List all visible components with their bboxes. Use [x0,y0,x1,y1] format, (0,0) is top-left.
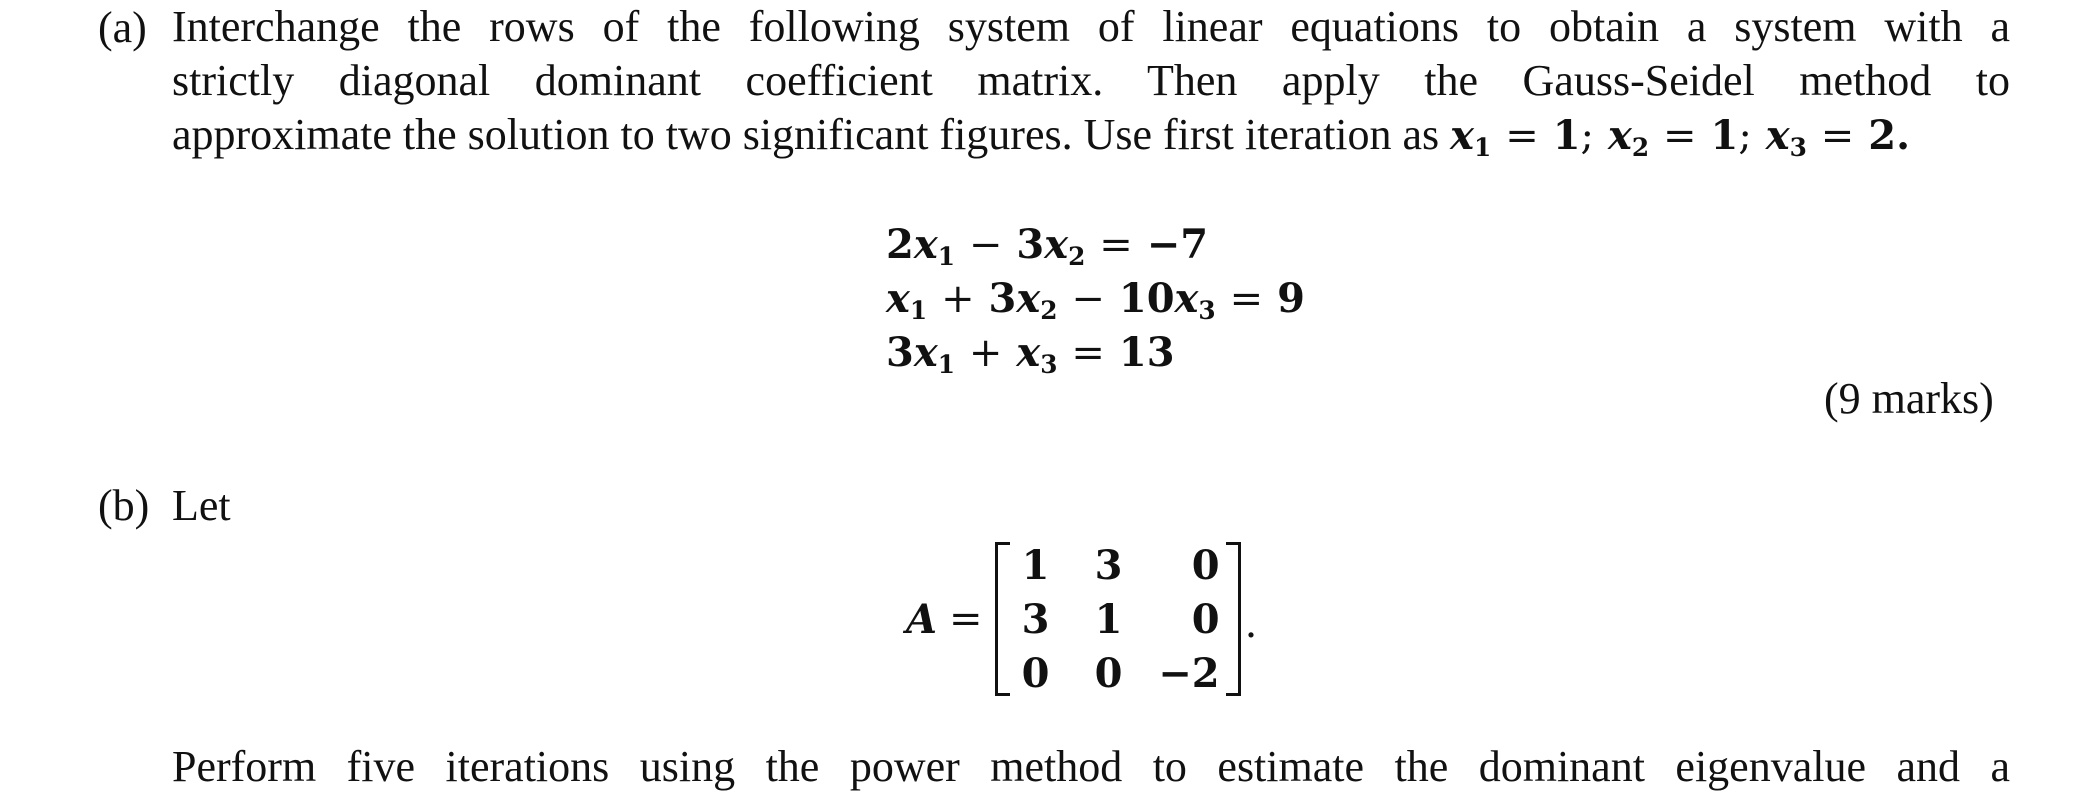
part-a-text-line-2 [172,54,2010,108]
part-b-text-line [172,740,2010,794]
matrix-expression: A = 1 3 0 3 1 0 0 0 −2 . [906,538,1257,700]
matrix-cell: 3 [1094,541,1123,589]
initial-values: $x_1 = 1$; $x_2 = 1$; $x_3 = 2$. [1450,112,1911,162]
matrix-cell: 0 [1191,595,1220,643]
equation-2: $x_1 + 3x_2 - 10x_3 = 9$ [886,275,1305,325]
matrix-left-bracket [995,542,1010,696]
part-a-line-3: approximate the solution to two significant figures. Use first iteration as [172,110,1440,159]
part-a-label: (a) [98,3,147,52]
matrix-cell: 0 [1021,649,1050,697]
matrix-cell: 1 [1094,595,1123,643]
part-a-text-line-1 [172,0,2010,54]
part-b-last-line: Perform five iterations using the power method to estimate the dominant eigenvalue and a [172,742,2010,791]
part-a-line-2: strictly diagonal dominant coefficient matrix. Then apply the Gauss-Seidel method to [172,56,2010,105]
matrix-cell: −2 [1158,649,1220,697]
matrix-cell: 3 [1021,595,1050,643]
matrix-right-bracket [1226,542,1241,696]
matrix-cell: 0 [1094,649,1123,697]
matrix-cell: 1 [1021,541,1050,589]
part-b-label: (b) [98,481,150,530]
matrix-A [1010,538,1226,700]
part-a-line-1: Interchange the rows of the following system of linear equations to obtain a system with a [172,2,2010,51]
equation-3: $3x_1 + x_3 = 13$ [886,329,1175,379]
equation-1: $2x_1 - 3x_2 = -7$ [886,221,1209,271]
part-b-intro: Let [172,481,231,530]
matrix-name: A [906,595,938,643]
marks-label: (9 marks) [1824,374,1994,423]
matrix-cell: 0 [1191,541,1220,589]
matrix-period: . [1244,601,1258,647]
part-a-text-line-3 [172,108,1910,163]
